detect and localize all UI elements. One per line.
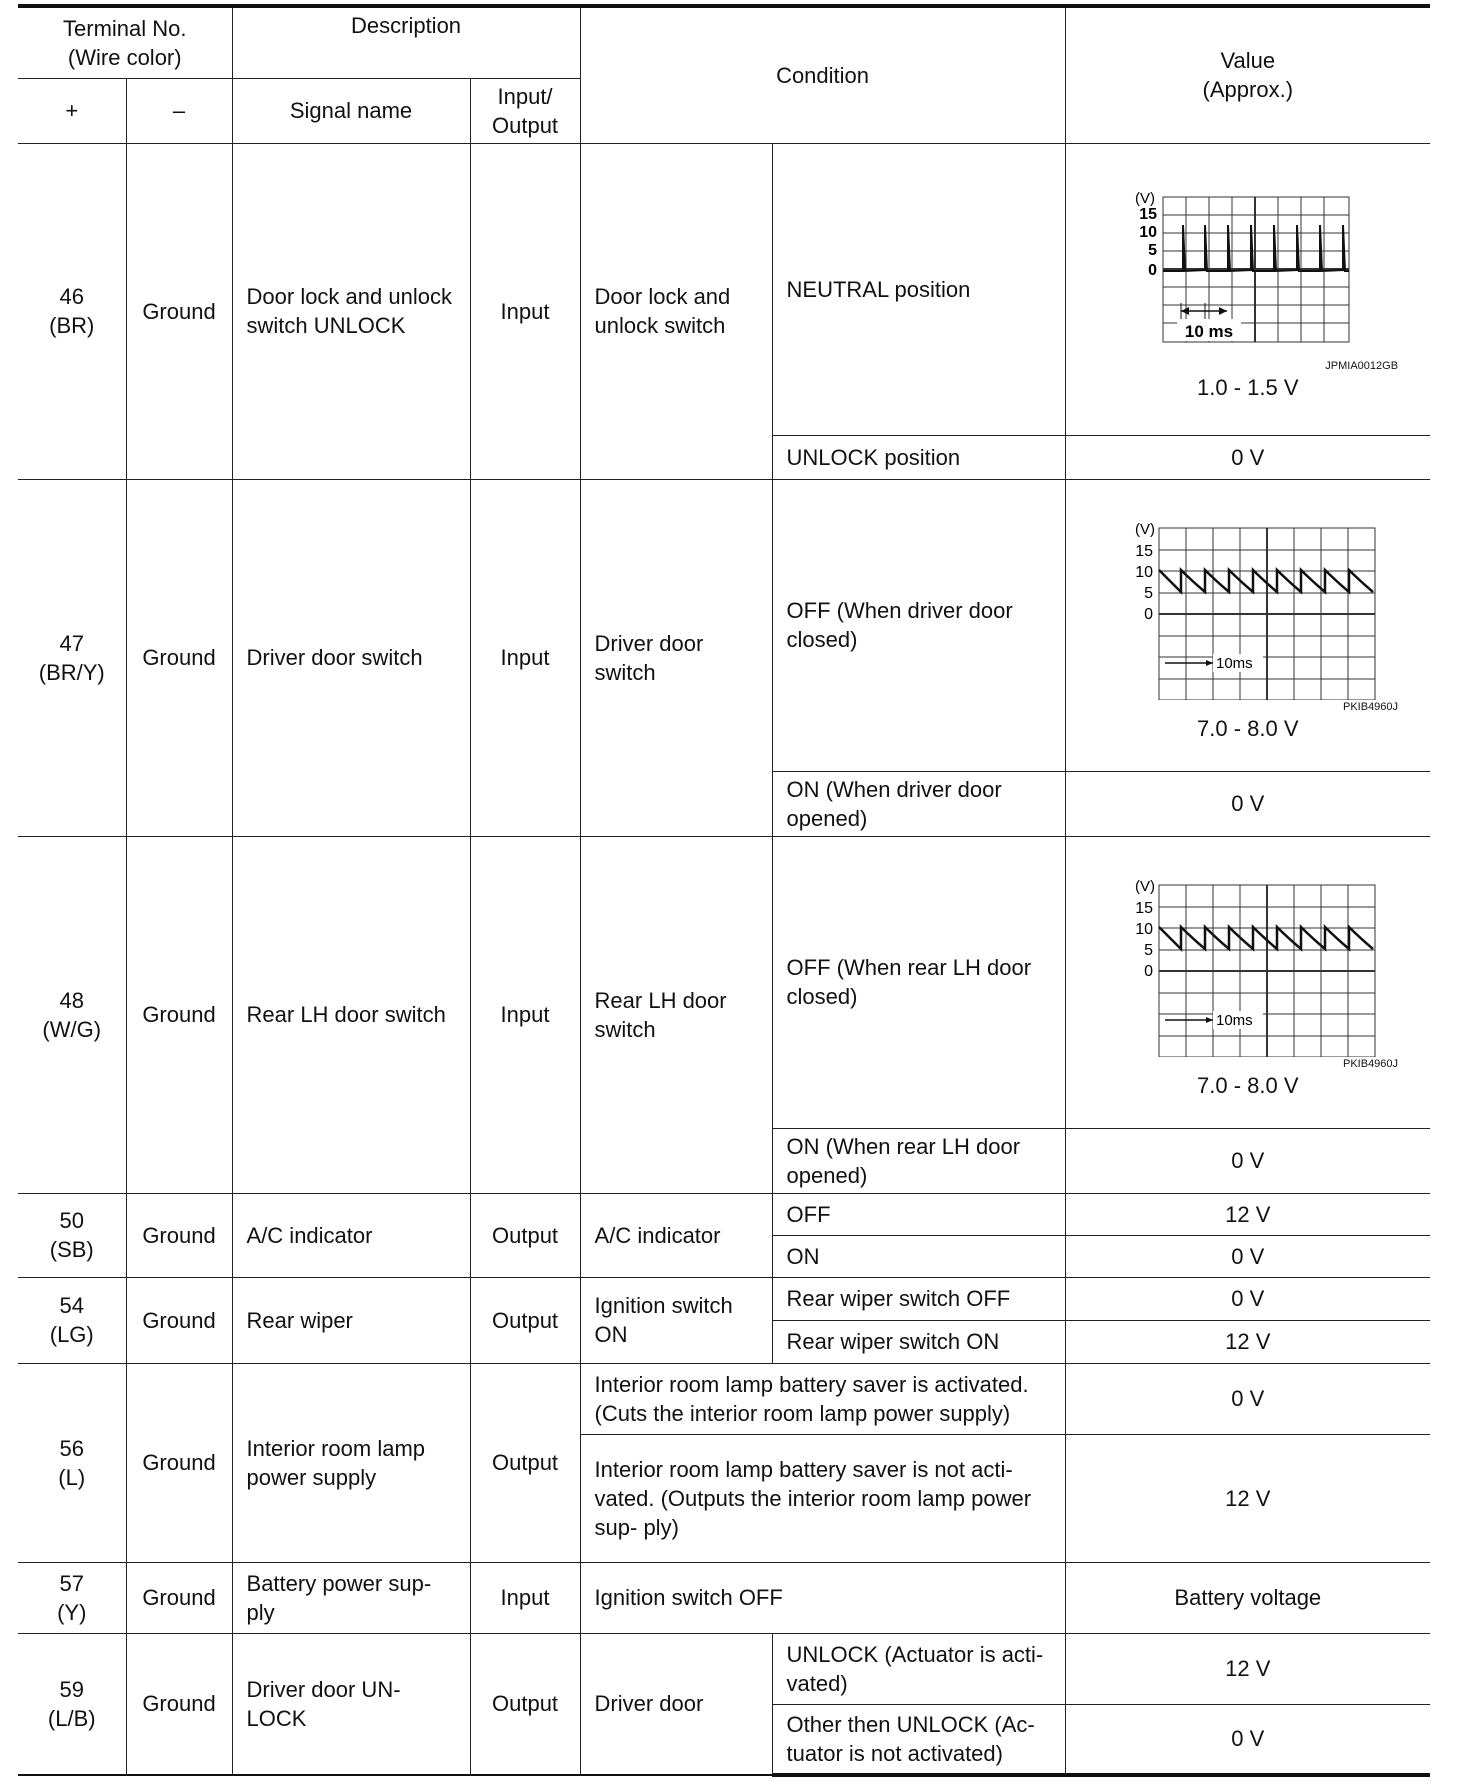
ground-label: Ground <box>142 1307 216 1333</box>
value-cell <box>1065 1363 1430 1434</box>
ground-cell <box>126 1363 232 1562</box>
wire-color: (L/B) <box>47 1705 96 1731</box>
time-scale-label: 10ms <box>1215 1012 1253 1029</box>
terminal-number: 47 <box>59 630 84 656</box>
sub-condition-cell <box>772 1633 1065 1704</box>
terminal-number: 46 <box>59 284 84 309</box>
io-label: Input <box>500 298 550 324</box>
header-minus-label: – <box>172 98 186 123</box>
header-plus <box>18 78 126 143</box>
signal-name: A/C indicator <box>246 1222 373 1248</box>
sub-condition-cell <box>772 1320 1065 1363</box>
header-description <box>232 6 580 78</box>
waveform-value-cell <box>1065 479 1430 771</box>
ground-cell <box>126 1277 232 1363</box>
header-terminal-no-label: Terminal No. <box>63 15 187 41</box>
value-label: 0 V <box>1231 1726 1265 1752</box>
condition-label: Door lock and unlock switch <box>594 284 731 338</box>
io-cell <box>470 143 580 479</box>
condition-label: Ignition switch ON <box>594 1293 733 1347</box>
waveform-pulse-46 <box>1113 189 1383 359</box>
figure-code: PKIB4960J <box>1343 1058 1399 1070</box>
signal-name: Driver door UN- LOCK <box>246 1676 401 1731</box>
sub-condition-label: ON (When rear LH door opened) <box>786 1133 1021 1188</box>
io-cell <box>470 1562 580 1633</box>
ground-cell <box>126 1193 232 1277</box>
waveform-sawtooth-48 <box>1113 877 1383 1057</box>
figure-code: JPMIA0012GB <box>1325 360 1399 372</box>
terminal-cell <box>18 1277 126 1363</box>
signal-name: Interior room lamp power supply <box>246 1435 426 1490</box>
terminal-number: 50 <box>59 1208 84 1233</box>
signal-name: Door lock and unlock switch UNLOCK <box>246 284 452 338</box>
value-cell <box>1065 1434 1430 1562</box>
y-tick-5: 5 <box>1147 242 1157 259</box>
value-label: 7.0 - 8.0 V <box>1197 716 1299 741</box>
condition-label: Driver door switch <box>594 630 704 685</box>
io-label: Input <box>500 1585 550 1610</box>
sub-condition-label: UNLOCK (Actuator is acti- vated) <box>786 1641 1044 1696</box>
wire-color: (L) <box>58 1464 86 1490</box>
wire-color: (W/G) <box>42 1016 102 1042</box>
value-label: 12 V <box>1225 1656 1271 1681</box>
io-label: Output <box>492 1450 559 1475</box>
value-cell <box>1065 1562 1430 1633</box>
header-minus <box>126 78 232 143</box>
terminal-number: 56 <box>59 1435 84 1461</box>
header-condition-label: Condition <box>776 62 870 88</box>
io-cell <box>470 1193 580 1277</box>
value-cell <box>1065 1704 1430 1775</box>
terminal-cell <box>18 1562 126 1633</box>
value-label: 1.0 - 1.5 V <box>1197 375 1299 400</box>
condition-label: A/C indicator <box>594 1222 721 1248</box>
header-input-label: Input/ <box>497 83 553 109</box>
ground-label: Ground <box>142 1450 216 1475</box>
io-cell <box>470 1363 580 1562</box>
y-tick-0: 0 <box>1143 963 1153 980</box>
header-terminal-no <box>18 6 232 78</box>
value-cell <box>1065 1633 1430 1704</box>
ground-label: Ground <box>142 298 216 324</box>
y-tick-0: 0 <box>1143 606 1153 623</box>
value-label: 0 V <box>1231 444 1265 470</box>
ground-label: Ground <box>142 1691 216 1717</box>
sub-condition-label: ON <box>786 1243 820 1269</box>
sub-condition-cell <box>772 771 1065 836</box>
io-label: Output <box>492 1691 559 1717</box>
signal-name-cell <box>232 1562 470 1633</box>
waveform-value-cell <box>1065 836 1430 1128</box>
signal-name-cell <box>232 1363 470 1562</box>
waveform-unit-label: (V) <box>1134 878 1155 895</box>
condition-label: Interior room lamp battery saver is activated. (Cuts the interior room lamp power supply) <box>594 1371 1029 1426</box>
io-label: Input <box>500 1002 550 1027</box>
time-scale-label: 10 ms <box>1184 322 1233 341</box>
terminal-cell <box>18 1363 126 1562</box>
sub-condition-cell <box>772 143 1065 435</box>
terminal-cell <box>18 1193 126 1277</box>
header-wire-color-label: (Wire color) <box>67 44 182 70</box>
figure-code: PKIB4960J <box>1343 701 1399 713</box>
terminal-cell <box>18 143 126 479</box>
sub-condition-label: UNLOCK position <box>786 444 961 470</box>
ground-label: Ground <box>142 1002 216 1027</box>
signal-name: Rear wiper <box>246 1307 353 1333</box>
wire-color: (LG) <box>49 1322 94 1347</box>
waveform-value-cell <box>1065 143 1430 435</box>
signal-name: Rear LH door switch <box>246 1002 446 1027</box>
sub-condition-label: OFF (When driver door closed) <box>786 598 1013 652</box>
sub-condition-cell <box>772 836 1065 1128</box>
header-output-label: Output <box>492 112 559 138</box>
signal-name: Driver door switch <box>246 645 423 670</box>
wire-color: (BR) <box>49 313 95 338</box>
signal-name-cell <box>232 143 470 479</box>
table-row <box>18 479 1430 771</box>
table-row <box>18 1277 1430 1320</box>
header-condition <box>580 6 1065 143</box>
header-approx-label: (Approx.) <box>1202 77 1294 103</box>
io-label: Input <box>500 645 550 670</box>
table-row <box>18 1562 1430 1633</box>
value-cell <box>1065 1235 1430 1277</box>
sub-condition-cell <box>772 1128 1065 1193</box>
table-row <box>18 1363 1430 1434</box>
ground-label: Ground <box>142 645 216 670</box>
io-label: Output <box>492 1222 559 1248</box>
header-signal-name <box>232 78 470 143</box>
ground-label: Ground <box>142 1585 216 1610</box>
y-tick-10: 10 <box>1135 564 1153 581</box>
header-plus-label: + <box>65 98 79 123</box>
signal-name-cell <box>232 1633 470 1775</box>
sub-condition-cell <box>772 1277 1065 1320</box>
ground-cell <box>126 1562 232 1633</box>
sub-condition-cell <box>772 1704 1065 1775</box>
y-tick-0: 0 <box>1147 262 1157 279</box>
value-label: 0 V <box>1231 1386 1265 1411</box>
condition-cell <box>580 1434 1065 1562</box>
y-tick-15: 15 <box>1135 900 1153 917</box>
io-label: Output <box>492 1307 559 1333</box>
y-tick-10: 10 <box>1139 224 1157 241</box>
terminal-cell <box>18 479 126 836</box>
condition-cell <box>580 1193 772 1277</box>
condition-label: Interior room lamp battery saver is not acti- vated. (Outputs the interior room lamp power sup- ply) <box>594 1456 1032 1540</box>
condition-cell <box>580 1633 772 1775</box>
value-label: 7.0 - 8.0 V <box>1197 1073 1299 1098</box>
sub-condition-label: Rear wiper switch OFF <box>786 1286 1011 1311</box>
terminal-number: 54 <box>59 1293 84 1318</box>
y-tick-15: 15 <box>1139 206 1157 223</box>
signal-name-cell <box>232 1193 470 1277</box>
value-label: 12 V <box>1225 1485 1271 1511</box>
signal-name-cell <box>232 1277 470 1363</box>
condition-cell <box>580 1277 772 1363</box>
value-cell <box>1065 435 1430 479</box>
y-tick-5: 5 <box>1143 585 1153 602</box>
ground-cell <box>126 1633 232 1775</box>
terminal-cell <box>18 1633 126 1775</box>
table-row <box>18 1633 1430 1704</box>
condition-cell <box>580 1363 1065 1434</box>
wire-color: (Y) <box>57 1599 87 1625</box>
signal-name: Battery power sup- ply <box>246 1570 432 1625</box>
header-input-output <box>470 78 580 143</box>
sub-condition-cell <box>772 479 1065 771</box>
wire-color: (SB) <box>49 1237 94 1262</box>
ground-cell <box>126 479 232 836</box>
io-cell <box>470 1277 580 1363</box>
condition-cell <box>580 1562 1065 1633</box>
condition-label: Driver door <box>594 1691 704 1717</box>
sub-condition-label: OFF (When rear LH door closed) <box>786 955 1032 1009</box>
header-value <box>1065 6 1430 143</box>
wire-color: (BR/Y) <box>38 659 105 685</box>
signal-name-cell <box>232 479 470 836</box>
y-tick-15: 15 <box>1135 543 1153 560</box>
terminal-number: 59 <box>59 1676 84 1702</box>
terminal-number: 57 <box>59 1570 84 1596</box>
header-signal-name-label: Signal name <box>289 98 413 123</box>
value-cell <box>1065 771 1430 836</box>
y-tick-10: 10 <box>1135 921 1153 938</box>
waveform-sawtooth-47 <box>1113 520 1383 700</box>
sub-condition-label: NEUTRAL position <box>786 276 971 302</box>
value-label: 12 V <box>1225 1329 1271 1354</box>
time-scale-label: 10ms <box>1215 655 1253 672</box>
header-value-label: Value <box>1220 48 1276 74</box>
sub-condition-label: OFF <box>786 1201 831 1227</box>
condition-label: Rear LH door switch <box>594 987 727 1042</box>
sub-condition-cell <box>772 1193 1065 1235</box>
condition-cell <box>580 143 772 479</box>
terminal-number: 48 <box>59 987 84 1013</box>
sub-condition-label: Rear wiper switch ON <box>786 1329 1000 1354</box>
ground-label: Ground <box>142 1222 216 1248</box>
header-description-label: Description <box>351 13 462 38</box>
condition-cell <box>580 479 772 836</box>
value-label: 0 V <box>1231 1148 1265 1173</box>
value-label: 0 V <box>1231 1286 1265 1311</box>
ground-cell <box>126 143 232 479</box>
ground-cell <box>126 836 232 1193</box>
table-row <box>18 1193 1430 1235</box>
sub-condition-cell <box>772 1235 1065 1277</box>
value-label: 12 V <box>1225 1201 1271 1227</box>
sub-condition-label: ON (When driver door opened) <box>786 776 1002 831</box>
value-label: 0 V <box>1231 791 1265 816</box>
value-label: 0 V <box>1231 1243 1265 1269</box>
io-cell <box>470 836 580 1193</box>
signal-name-cell <box>232 836 470 1193</box>
value-cell <box>1065 1128 1430 1193</box>
condition-label: Ignition switch OFF <box>594 1585 783 1610</box>
sub-condition-cell <box>772 435 1065 479</box>
table-row <box>18 143 1430 435</box>
io-cell <box>470 479 580 836</box>
sub-condition-label: Other then UNLOCK (Ac- tuator is not activated) <box>786 1711 1035 1766</box>
table-row <box>18 836 1430 1128</box>
io-cell <box>470 1633 580 1775</box>
value-label: Battery voltage <box>1174 1585 1322 1610</box>
y-tick-5: 5 <box>1143 942 1153 959</box>
value-cell <box>1065 1277 1430 1320</box>
waveform-unit-label: (V) <box>1134 190 1155 207</box>
terminal-cell <box>18 836 126 1193</box>
waveform-unit-label: (V) <box>1134 521 1155 538</box>
value-cell <box>1065 1193 1430 1235</box>
condition-cell <box>580 836 772 1193</box>
terminal-spec-table <box>18 4 1430 1777</box>
value-cell <box>1065 1320 1430 1363</box>
